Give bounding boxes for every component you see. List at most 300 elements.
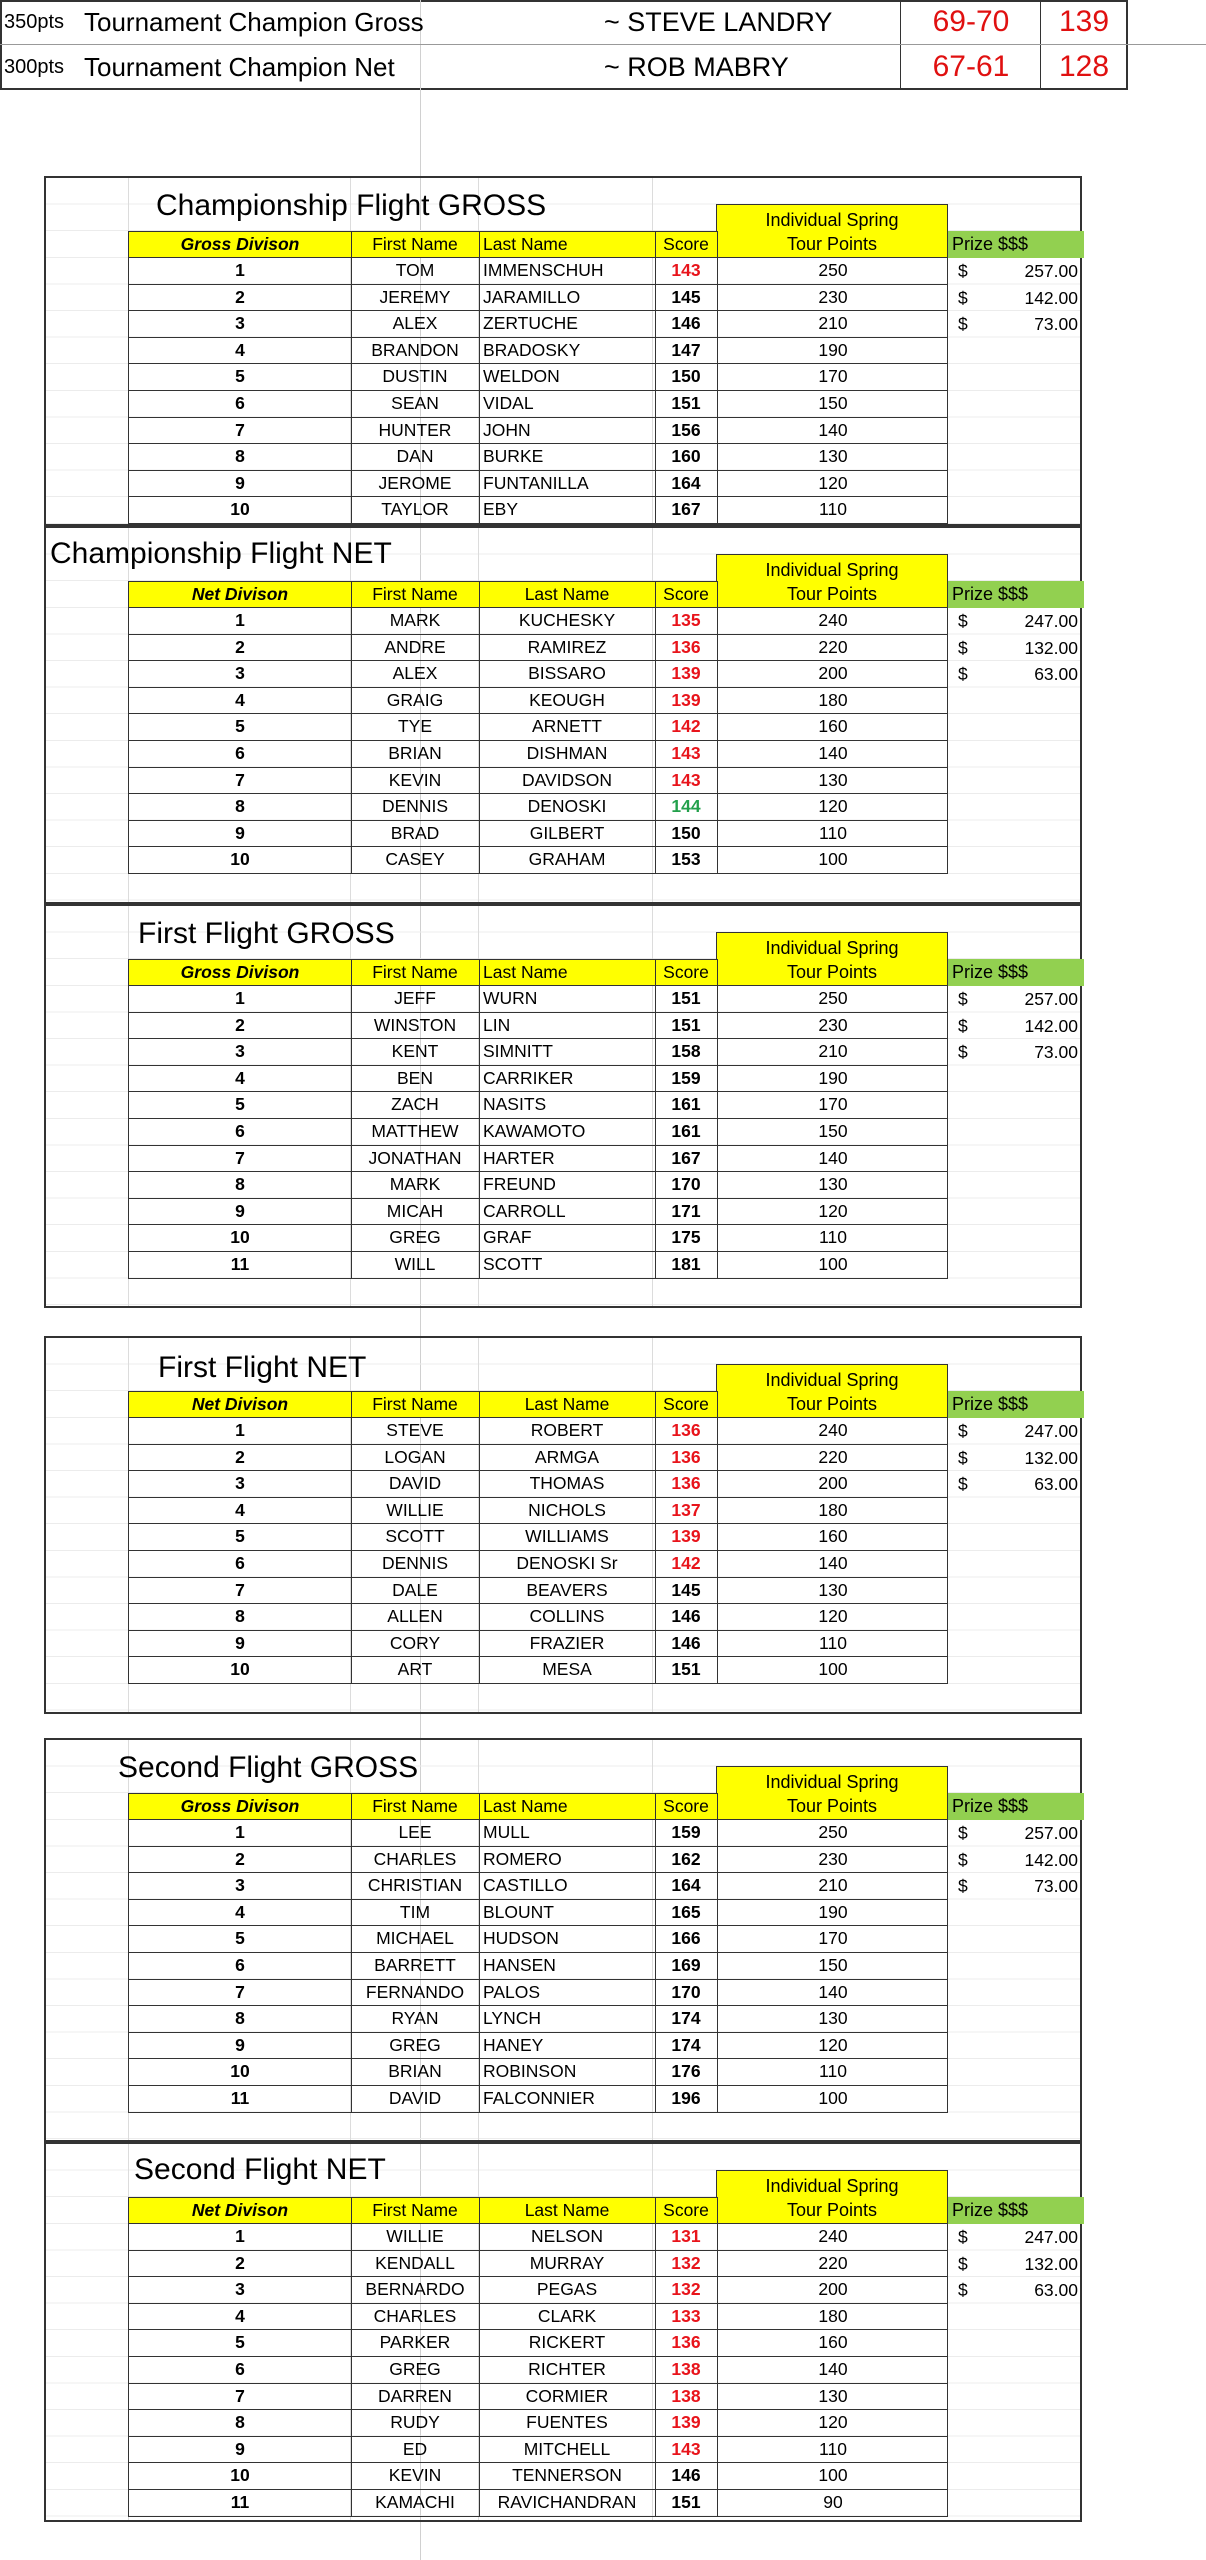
- last-name-cell: HANEY: [483, 2034, 544, 2055]
- score-header: Score: [663, 1394, 709, 1414]
- table-row: [129, 364, 947, 391]
- last-name-cell: MULL: [483, 1822, 530, 1842]
- score-cell: 145: [671, 286, 701, 307]
- score-cell: 164: [671, 472, 701, 493]
- first-name-cell: WILLIE: [386, 2226, 444, 2246]
- tour-points-cell: 130: [818, 2385, 848, 2406]
- table-row: [129, 2304, 947, 2331]
- tour-points-cell: 120: [818, 1200, 848, 1221]
- table-row: [129, 1980, 947, 2007]
- dollar-sign: $: [958, 1849, 968, 1870]
- first-name-cell: ED: [402, 2438, 428, 2459]
- score-header: Score: [663, 234, 709, 254]
- last-name-header: Last Name: [524, 2200, 610, 2220]
- dollar-sign: $: [958, 637, 968, 658]
- first-name-header: First Name: [372, 962, 458, 982]
- score-cell: 151: [671, 2492, 701, 2512]
- tour-points-header-line2: Tour Points: [786, 1394, 878, 1414]
- score-cell: 161: [671, 1121, 701, 1141]
- score-cell: 160: [671, 446, 701, 467]
- tour-points-header-line2: Tour Points: [786, 2200, 878, 2220]
- first-name-cell: ALEX: [392, 663, 438, 684]
- first-name-cell: CHARLES: [373, 2305, 457, 2326]
- tour-points-cell: 140: [818, 1147, 848, 1168]
- position-cell: 11: [230, 1254, 250, 1274]
- table-row: [129, 2490, 947, 2517]
- flight-section: [44, 176, 1082, 526]
- tour-points-cell: 230: [818, 1848, 848, 1869]
- table-row: [129, 714, 947, 741]
- tour-points-cell: 160: [818, 1526, 848, 1547]
- tour-points-cell: 180: [818, 2305, 848, 2326]
- first-name-cell: CHRISTIAN: [367, 1875, 463, 1896]
- prize-cell: [948, 661, 1084, 688]
- results-table: [128, 1820, 948, 2113]
- position-cell: 9: [235, 1632, 245, 1653]
- dollar-sign: $: [958, 314, 968, 335]
- position-cell: 1: [235, 1822, 245, 1842]
- table-row: [129, 471, 947, 498]
- last-name-cell: LIN: [483, 1014, 511, 1035]
- last-name-cell: WELDON: [483, 366, 560, 387]
- prize-header: Prize $$$: [948, 231, 1084, 258]
- position-cell: 2: [235, 1848, 245, 1869]
- first-name-cell: WILLIE: [386, 1499, 444, 1520]
- table-row: [129, 1873, 947, 1900]
- last-name-cell: VIDAL: [483, 393, 534, 413]
- position-cell: 3: [235, 1473, 245, 1494]
- table-row: [129, 1631, 947, 1658]
- first-name-cell: ZACH: [391, 1094, 439, 1115]
- prize-amount: 132.00: [1024, 2253, 1078, 2274]
- last-name-header: Last Name: [483, 1796, 568, 1816]
- score-cell: 143: [671, 743, 701, 763]
- table-row: [129, 1199, 947, 1226]
- position-cell: 6: [235, 743, 245, 763]
- last-name-cell: THOMAS: [529, 1473, 605, 1494]
- score-cell: 132: [671, 2279, 701, 2300]
- division-header: Gross Divison: [180, 962, 300, 982]
- position-cell: 4: [235, 1067, 245, 1088]
- last-name-cell: CARRIKER: [483, 1067, 574, 1088]
- score-cell: 147: [671, 339, 701, 360]
- prize-header: Prize $$$: [948, 2197, 1084, 2224]
- table-row: [129, 1119, 947, 1146]
- score-cell: 139: [671, 1526, 701, 1547]
- position-cell: 4: [235, 2305, 245, 2326]
- score-cell: 136: [671, 1420, 701, 1440]
- score-cell: 170: [671, 1174, 701, 1195]
- score-cell: 143: [671, 2438, 701, 2459]
- position-cell: 7: [235, 1147, 245, 1168]
- tour-points-cell: 180: [818, 1499, 848, 1520]
- champion-points: 300pts: [4, 56, 65, 78]
- tour-points-header: [716, 204, 948, 258]
- section-title: First Flight NET: [158, 1351, 367, 1384]
- position-cell: 1: [235, 988, 245, 1008]
- score-cell: 174: [671, 2008, 701, 2029]
- first-name-cell: ALEX: [392, 313, 438, 334]
- score-cell: 138: [671, 2385, 701, 2406]
- position-cell: 5: [235, 1526, 245, 1547]
- last-name-cell: GRAF: [483, 1227, 532, 1248]
- tour-points-cell: 130: [818, 446, 848, 467]
- score-cell: 159: [671, 1067, 701, 1088]
- prize-cell: [948, 1039, 1084, 1066]
- first-name-cell: KAMACHI: [375, 2492, 455, 2512]
- prize-amount: 63.00: [1034, 1474, 1078, 1495]
- first-name-cell: FERNANDO: [365, 1981, 465, 2002]
- champion-name: ~ STEVE LANDRY: [604, 7, 833, 37]
- position-cell: 11: [230, 2492, 250, 2512]
- score-cell: 170: [671, 1981, 701, 2002]
- first-name-cell: GREG: [389, 2034, 441, 2055]
- last-name-cell: BRADOSKY: [483, 339, 581, 360]
- last-name-header: Last Name: [483, 962, 568, 982]
- prize-cell: [948, 1445, 1084, 1472]
- table-header-row: [128, 1391, 718, 1418]
- prize-amount: 257.00: [1024, 261, 1078, 281]
- score-cell: 133: [671, 2305, 701, 2326]
- position-cell: 8: [235, 2008, 245, 2029]
- tour-points-cell: 210: [818, 313, 848, 334]
- first-name-cell: BEN: [397, 1067, 433, 1088]
- results-table: [128, 1418, 948, 1684]
- last-name-cell: KUCHESKY: [518, 610, 616, 630]
- tour-points-header-line1: Individual Spring: [765, 1370, 899, 1390]
- score-cell: 146: [671, 1606, 701, 1627]
- division-header: Gross Divison: [180, 1796, 300, 1816]
- last-name-cell: MESA: [542, 1659, 592, 1680]
- position-cell: 4: [235, 689, 245, 710]
- last-name-cell: IMMENSCHUH: [483, 260, 604, 280]
- tour-points-header-line1: Individual Spring: [765, 938, 899, 958]
- position-cell: 2: [235, 636, 245, 657]
- tour-points-header: [716, 932, 948, 986]
- tour-points-cell: 220: [818, 2252, 848, 2273]
- table-row: [129, 2006, 947, 2033]
- position-cell: 6: [235, 2359, 245, 2379]
- first-name-cell: JONATHAN: [368, 1147, 462, 1168]
- last-name-cell: TENNERSON: [512, 2465, 622, 2486]
- first-name-cell: DENNIS: [381, 796, 449, 817]
- last-name-cell: MITCHELL: [523, 2438, 611, 2459]
- score-cell: 174: [671, 2034, 701, 2055]
- last-name-cell: JARAMILLO: [483, 286, 581, 307]
- position-cell: 1: [235, 610, 245, 630]
- prize-amount: 142.00: [1024, 1015, 1078, 1036]
- position-cell: 1: [235, 2226, 245, 2246]
- champion-points: 350pts: [4, 11, 65, 33]
- last-name-cell: RICKERT: [528, 2332, 606, 2353]
- position-cell: 9: [235, 2438, 245, 2459]
- prize-cell: [948, 1847, 1084, 1874]
- last-name-cell: SIMNITT: [483, 1041, 553, 1062]
- table-row: [129, 2059, 947, 2086]
- first-name-header: First Name: [372, 584, 458, 604]
- tour-points-cell: 100: [818, 849, 848, 870]
- section-title: First Flight GROSS: [138, 917, 395, 950]
- table-row: [129, 1471, 947, 1498]
- position-cell: 4: [235, 339, 245, 360]
- first-name-cell: CASEY: [385, 849, 445, 870]
- last-name-cell: HARTER: [483, 1147, 555, 1168]
- position-cell: 10: [230, 2061, 250, 2082]
- position-cell: 8: [235, 2412, 245, 2433]
- section-title: Championship Flight GROSS: [156, 189, 547, 222]
- tour-points-cell: 150: [818, 1121, 848, 1141]
- champion-net-row: [0, 44, 1206, 89]
- table-row: [129, 1172, 947, 1199]
- tour-points-cell: 240: [818, 2226, 848, 2246]
- table-row: [129, 2357, 947, 2384]
- position-cell: 9: [235, 2034, 245, 2055]
- champion-name: ~ ROB MABRY: [604, 52, 789, 82]
- tour-points-cell: 110: [819, 2438, 847, 2459]
- tour-points-cell: 250: [818, 1822, 848, 1842]
- last-name-cell: HANSEN: [483, 1955, 556, 1975]
- flight-section: [44, 1738, 1082, 2142]
- first-name-cell: RUDY: [390, 2412, 440, 2433]
- prize-amount: 132.00: [1024, 1447, 1078, 1468]
- first-name-cell: SCOTT: [385, 1526, 445, 1547]
- table-row: [129, 1498, 947, 1525]
- score-cell: 196: [671, 2088, 701, 2108]
- dollar-sign: $: [958, 1823, 968, 1843]
- prize-amount: 73.00: [1034, 314, 1078, 335]
- table-row: [129, 444, 947, 471]
- last-name-cell: FUENTES: [526, 2412, 608, 2433]
- prize-amount: 257.00: [1024, 1823, 1078, 1843]
- score-cell: 171: [671, 1200, 701, 1221]
- table-row: [129, 1039, 947, 1066]
- position-cell: 7: [235, 1981, 245, 2002]
- last-name-cell: CARROLL: [483, 1200, 566, 1221]
- first-name-cell: TYE: [397, 716, 433, 737]
- first-name-cell: KENDALL: [375, 2252, 455, 2273]
- score-cell: 169: [671, 1955, 701, 1975]
- tour-points-cell: 170: [818, 1094, 848, 1115]
- champion-rounds: 69-70: [900, 0, 1041, 44]
- dollar-sign: $: [958, 2280, 968, 2301]
- score-cell: 167: [671, 499, 701, 520]
- position-cell: 3: [235, 313, 245, 334]
- first-name-cell: JEROME: [378, 472, 452, 493]
- tour-points-cell: 110: [819, 499, 847, 520]
- first-name-header: First Name: [372, 2200, 458, 2220]
- tour-points-cell: 140: [818, 743, 848, 763]
- position-cell: 2: [235, 1014, 245, 1035]
- dollar-sign: $: [958, 261, 968, 281]
- tour-points-header: [716, 1364, 948, 1418]
- table-row: [129, 2277, 947, 2304]
- position-cell: 11: [230, 2088, 250, 2108]
- tour-points-cell: 210: [818, 1875, 848, 1896]
- prize-cell: [948, 1873, 1084, 1900]
- last-name-cell: CORMIER: [525, 2385, 609, 2406]
- prize-cell: [948, 311, 1084, 338]
- last-name-cell: ROBINSON: [483, 2061, 577, 2082]
- last-name-cell: DAVIDSON: [521, 769, 613, 790]
- tour-points-cell: 200: [818, 2279, 848, 2300]
- score-cell: 158: [671, 1041, 701, 1062]
- prize-amount: 73.00: [1034, 1042, 1078, 1063]
- flight-section: [44, 904, 1082, 1308]
- champion-rounds: 67-61: [900, 45, 1041, 89]
- position-cell: 8: [235, 446, 245, 467]
- table-row: [129, 2251, 947, 2278]
- score-cell: 137: [671, 1499, 701, 1520]
- last-name-cell: MURRAY: [529, 2252, 605, 2273]
- first-name-cell: DAVID: [388, 1473, 442, 1494]
- prize-amount: 63.00: [1034, 2280, 1078, 2301]
- score-cell: 138: [671, 2359, 701, 2379]
- score-cell: 143: [671, 769, 701, 790]
- score-cell: 181: [671, 1254, 701, 1274]
- score-header: Score: [663, 584, 709, 604]
- results-table: [128, 986, 948, 1279]
- position-cell: 6: [235, 1553, 245, 1573]
- table-header-row: [128, 231, 718, 258]
- tour-points-cell: 150: [818, 1955, 848, 1975]
- dollar-sign: $: [958, 611, 968, 631]
- last-name-cell: DENOSKI: [527, 796, 607, 817]
- tour-points-header-line1: Individual Spring: [765, 560, 899, 580]
- last-name-cell: WILLIAMS: [525, 1526, 609, 1547]
- table-row: [129, 661, 947, 688]
- section-title: Second Flight GROSS: [118, 1751, 419, 1784]
- prize-amount: 142.00: [1024, 287, 1078, 308]
- first-name-cell: SEAN: [391, 393, 439, 413]
- tour-points-cell: 250: [818, 988, 848, 1008]
- prize-cell: [948, 1471, 1084, 1498]
- position-cell: 5: [235, 716, 245, 737]
- score-cell: 131: [671, 2226, 701, 2246]
- dollar-sign: $: [958, 1015, 968, 1036]
- score-cell: 136: [671, 1473, 701, 1494]
- table-row: [129, 741, 947, 768]
- position-cell: 4: [235, 1499, 245, 1520]
- tour-points-cell: 110: [819, 1227, 847, 1248]
- position-cell: 5: [235, 1928, 245, 1949]
- table-row: [129, 1445, 947, 1472]
- last-name-cell: NICHOLS: [528, 1499, 606, 1520]
- first-name-cell: ANDRE: [384, 636, 446, 657]
- position-cell: 10: [230, 849, 250, 870]
- table-row: [129, 986, 947, 1013]
- prize-amount: 247.00: [1024, 611, 1078, 631]
- position-cell: 3: [235, 663, 245, 684]
- tour-points-cell: 100: [818, 1254, 848, 1274]
- table-row: [129, 285, 947, 312]
- score-cell: 142: [671, 1553, 701, 1573]
- tour-points-header-line2: Tour Points: [786, 584, 878, 604]
- last-name-cell: WURN: [483, 988, 538, 1008]
- last-name-cell: DISHMAN: [526, 743, 608, 763]
- position-cell: 6: [235, 1121, 245, 1141]
- position-cell: 8: [235, 1174, 245, 1195]
- table-row: [129, 1847, 947, 1874]
- table-row: [129, 1578, 947, 1605]
- first-name-cell: KEVIN: [388, 769, 442, 790]
- table-row: [129, 2086, 947, 2113]
- champion-gross-row: [0, 0, 1206, 44]
- position-cell: 8: [235, 796, 245, 817]
- score-cell: 146: [671, 1632, 701, 1653]
- position-cell: 1: [235, 260, 245, 280]
- table-header-row: [128, 959, 718, 986]
- score-cell: 151: [671, 1659, 701, 1680]
- position-cell: 10: [230, 1659, 250, 1680]
- score-cell: 153: [671, 849, 701, 870]
- last-name-cell: BISSARO: [528, 663, 606, 684]
- tour-points-cell: 100: [818, 1659, 848, 1680]
- prize-amount: 247.00: [1024, 2227, 1078, 2247]
- first-name-cell: MARK: [389, 1174, 441, 1195]
- table-row: [129, 2224, 947, 2251]
- position-cell: 10: [230, 2465, 250, 2486]
- tour-points-cell: 140: [818, 2359, 848, 2379]
- position-cell: 2: [235, 1446, 245, 1467]
- table-row: [129, 1418, 947, 1445]
- table-row: [129, 497, 947, 524]
- last-name-cell: CLARK: [537, 2305, 597, 2326]
- table-row: [129, 258, 947, 285]
- table-row: [129, 821, 947, 848]
- results-table: [128, 258, 948, 524]
- tour-points-cell: 230: [818, 1014, 848, 1035]
- first-name-cell: WINSTON: [373, 1014, 457, 1035]
- last-name-cell: KEOUGH: [529, 689, 605, 710]
- position-cell: 1: [235, 1420, 245, 1440]
- first-name-cell: BRANDON: [371, 339, 459, 360]
- position-cell: 10: [230, 1227, 250, 1248]
- last-name-cell: JOHN: [483, 419, 531, 440]
- tour-points-header-line1: Individual Spring: [765, 210, 899, 230]
- table-row: [129, 2410, 947, 2437]
- first-name-cell: ART: [397, 1659, 433, 1680]
- table-row: [129, 1092, 947, 1119]
- first-name-cell: GREG: [389, 1227, 441, 1248]
- prize-cell: [948, 2251, 1084, 2278]
- prize-cell: [948, 608, 1084, 635]
- tour-points-cell: 240: [818, 1420, 848, 1440]
- position-cell: 7: [235, 1579, 245, 1600]
- dollar-sign: $: [958, 1876, 968, 1897]
- tour-points-cell: 130: [818, 769, 848, 790]
- last-name-cell: ARMGA: [534, 1446, 600, 1467]
- prize-header: Prize $$$: [948, 581, 1084, 608]
- score-cell: 159: [671, 1822, 701, 1842]
- last-name-cell: GRAHAM: [528, 849, 606, 870]
- division-header: Net Divison: [191, 2200, 289, 2220]
- prize-cell: [948, 986, 1084, 1013]
- score-cell: 166: [671, 1928, 701, 1949]
- table-row: [129, 1604, 947, 1631]
- tour-points-header-line1: Individual Spring: [765, 1772, 899, 1792]
- score-cell: 139: [671, 663, 701, 684]
- prize-header: Prize $$$: [948, 1391, 1084, 1418]
- first-name-cell: DARREN: [378, 2385, 452, 2406]
- first-name-cell: RYAN: [391, 2008, 439, 2029]
- dollar-sign: $: [958, 1447, 968, 1468]
- tour-points-cell: 220: [818, 1446, 848, 1467]
- division-header: Net Divison: [191, 1394, 289, 1414]
- table-row: [129, 1524, 947, 1551]
- table-row: [129, 2384, 947, 2411]
- first-name-cell: GRAIG: [386, 689, 444, 710]
- first-name-cell: BARRETT: [374, 1955, 456, 1975]
